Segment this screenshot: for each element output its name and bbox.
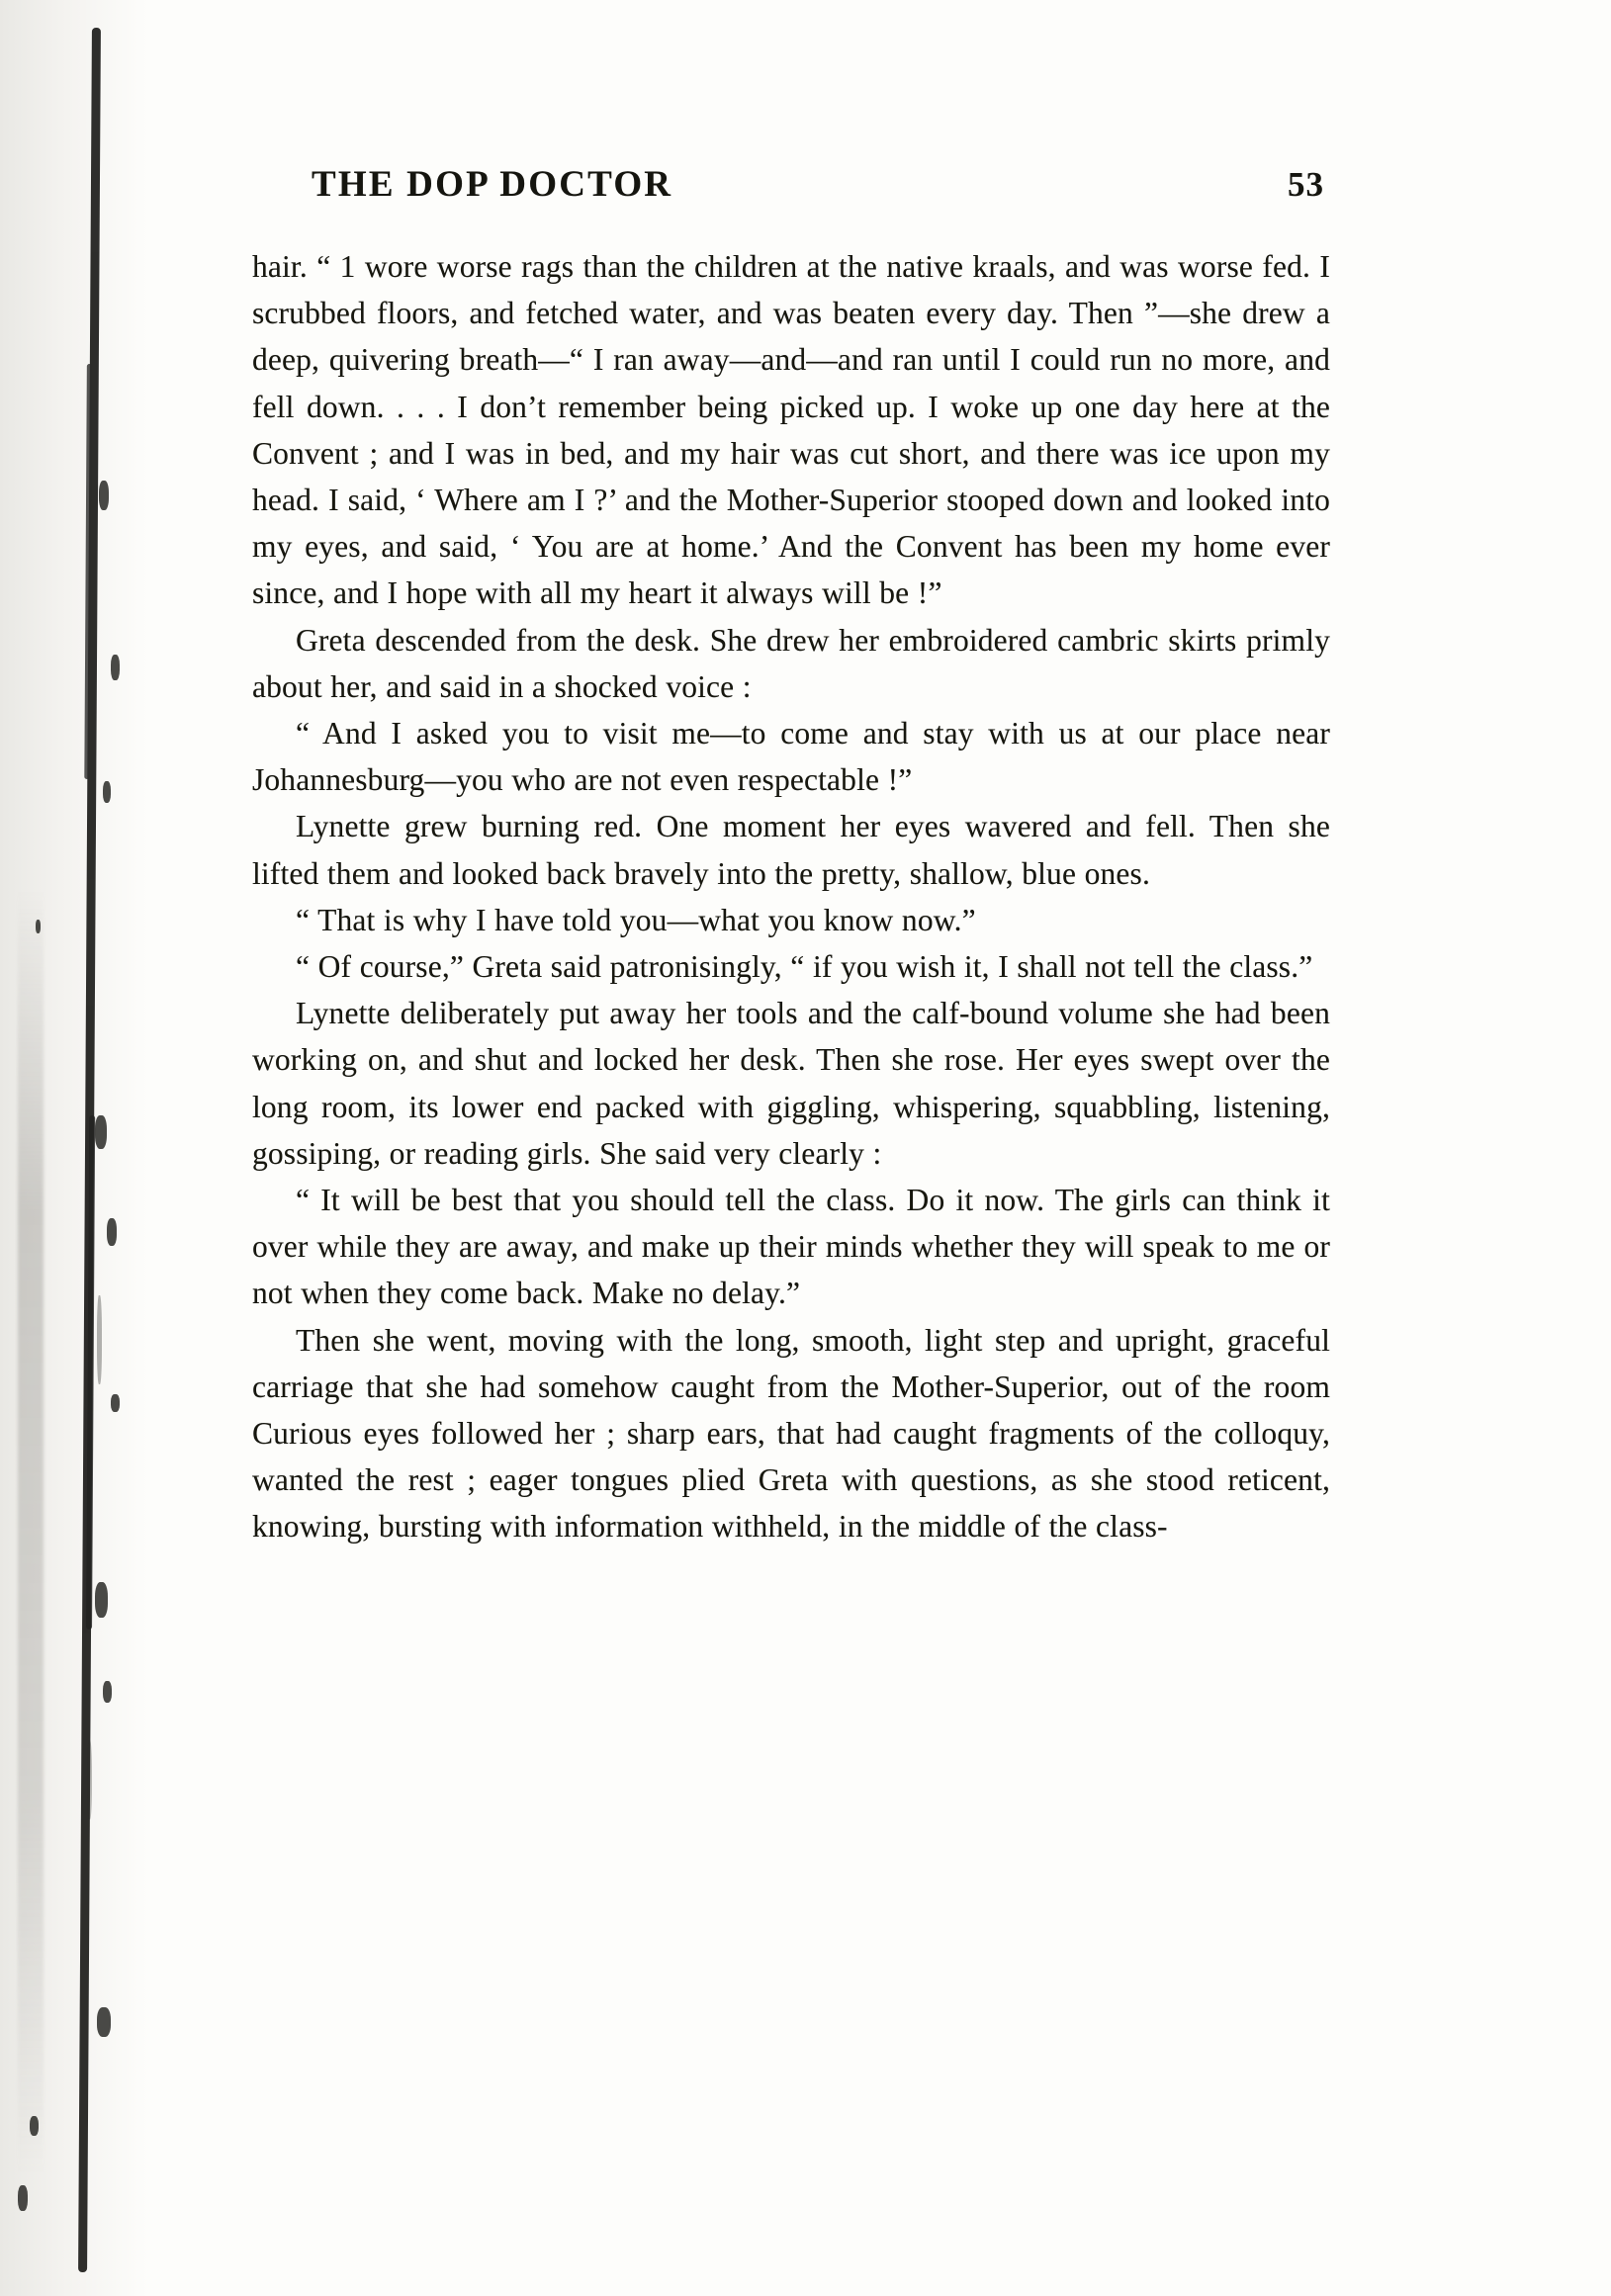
margin-fleck <box>30 2116 39 2136</box>
page-title: THE DOP DOCTOR <box>312 164 673 205</box>
paragraph: Lynette grew burning red. One moment her eyes wavered and fell. Then she lifted them and looked back bravely into the pretty, shallow, blue ones. <box>252 809 1330 891</box>
paragraph: Lynette deliberately put away her tools and the calf-bound volume she had been working on, and shut and locked her desk. Then she rose. Her eyes swept over the long room, its lower end packed with giggling, whispering, squabbling, listening, gossiping, or reading girls. She said very clearly : <box>252 996 1330 1171</box>
margin-fleck <box>107 1218 117 1246</box>
margin-fleck <box>111 655 120 680</box>
margin-fleck <box>103 1681 112 1703</box>
margin-fleck <box>87 1740 92 1819</box>
margin-fleck <box>103 781 111 803</box>
margin-fleck <box>111 1394 120 1412</box>
margin-smudge <box>18 890 44 2175</box>
paragraph: hair. “ 1 wore worse rags than the children at the native kraals, and was worse fed. I scrubbed floors, and fetched water, and was beaten every day. Then ”—she drew a deep, quivering breath—“ I ran away—and—and ran until I could run no more, and fell down. . . . I don’t remember being picked up. I woke up one day here at the Convent ; and I was in bed, and my hair was cut short, and there was ice upon my head. I said, ‘ Where am I ?’ and the Mother-Superior stooped down and looked into my eyes, and said, ‘ You are at home.’ And the Convent has been my home ever since, and I hope with all my heart it always will be !” <box>252 249 1330 611</box>
margin-fleck <box>95 1115 107 1149</box>
body-text <box>252 243 1330 1550</box>
paragraph: Greta descended from the desk. She drew her embroidered cambric skirts primly about her, and said in a shocked voice : <box>252 622 1330 704</box>
margin-fleck <box>95 1582 108 1618</box>
margin-fleck <box>99 481 109 510</box>
margin-fleck <box>18 2185 28 2211</box>
margin-fleck <box>97 2007 111 2037</box>
paragraph: “ It will be best that you should tell the class. Do it now. The girls can think it over while they are away, and make up their minds whether they will speak to me or not when they come back. Make no delay.” <box>252 1183 1330 1311</box>
paragraph: “ Of course,” Greta said patronisingly, “ if you wish it, I shall not tell the class.” <box>296 949 1313 985</box>
paragraph: “ And I asked you to visit me—to come and stay with us at our place near Johannesburg—you who are not even respectable !” <box>252 716 1330 798</box>
page-number: 53 <box>1288 165 1324 204</box>
paragraph: “ That is why I have told you—what you know now.” <box>296 902 976 937</box>
paragraph: Then she went, moving with the long, smooth, light step and upright, graceful carriage that she had somehow caught from the Mother-Superior, out of the room Curious eyes followed her ; sharp ears, that had caught fragments of the colloquy, wanted the rest ; eager tongues plied Greta with questions, as she stood reticent, knowing, bursting with information withheld, in the middle of the class- <box>252 1322 1330 1545</box>
margin-fleck <box>97 1295 102 1384</box>
page-content <box>252 163 1330 1550</box>
running-head <box>252 163 1330 206</box>
margin-fleck <box>36 920 41 933</box>
